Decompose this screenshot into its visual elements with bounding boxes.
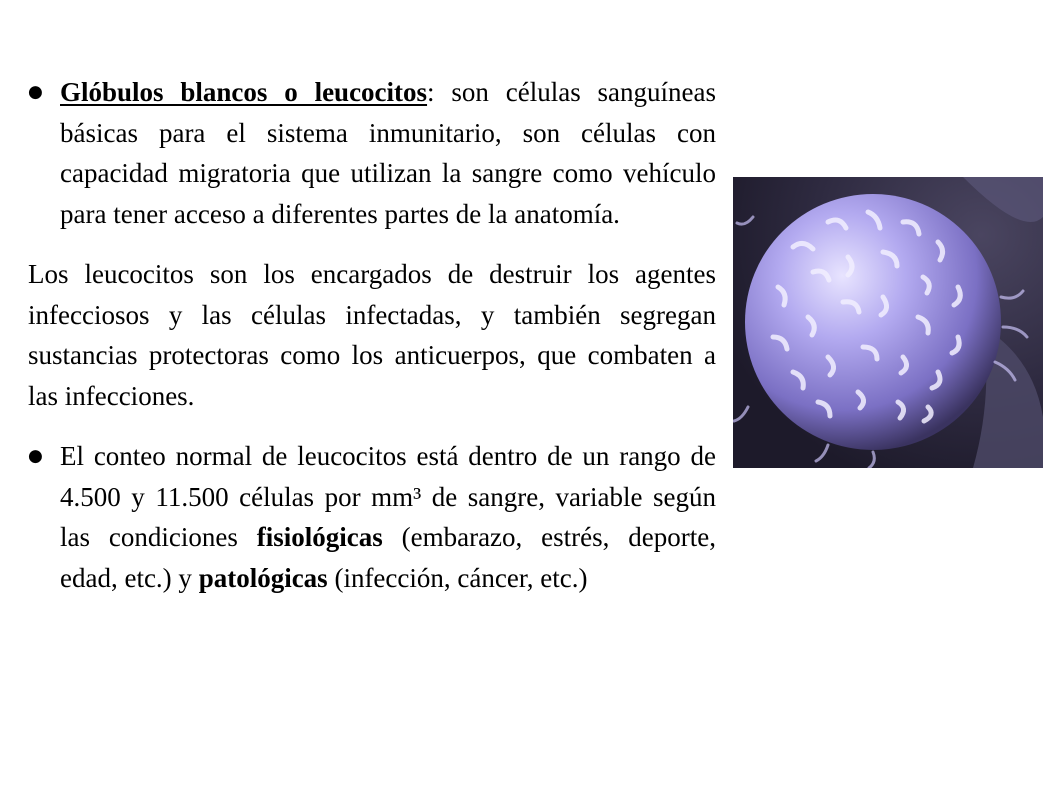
leukocyte-illustration [733, 177, 1043, 468]
leukocyte-micrograph-image [733, 177, 1043, 468]
bold-physiological: fisiológicas [256, 522, 383, 552]
bullet-text-1 [60, 72, 716, 234]
count-text-c: (infección, cáncer, etc.) [327, 562, 588, 593]
count-text-b: (embarazo, estrés, deporte, edad, etc.) y [60, 522, 716, 593]
text-content [28, 72, 716, 598]
count-text-a: El conteo normal de leucocitos está dentro de un rango de 4.500 y 11.500 células por mm³ de sangre, variable según las condiciones [60, 441, 716, 552]
bullet-item-leukocytes [28, 72, 716, 234]
paragraph-function: Los leucocitos son los encargados de destruir los agentes infecciosos y las células infectadas, y también segregan sustancias protectoras como los anticuerpos, que combaten a las infecciones. [28, 259, 716, 411]
term-leukocytes: Glóbulos blancos o leucocitos [60, 77, 428, 107]
bullet-text-2 [60, 436, 716, 598]
bullet-icon: ● [28, 82, 43, 102]
term-colon: : [427, 77, 435, 107]
bold-pathological: patológicas [198, 562, 328, 593]
definition-text: son células sanguíneas básicas para el sistema inmunitario, son células con capacidad migratoria que utilizan la sangre como vehículo para tener acceso a diferentes partes de la anatomía. [60, 77, 716, 229]
bullet-item-count [28, 436, 716, 598]
bullet-icon: ● [28, 446, 43, 466]
